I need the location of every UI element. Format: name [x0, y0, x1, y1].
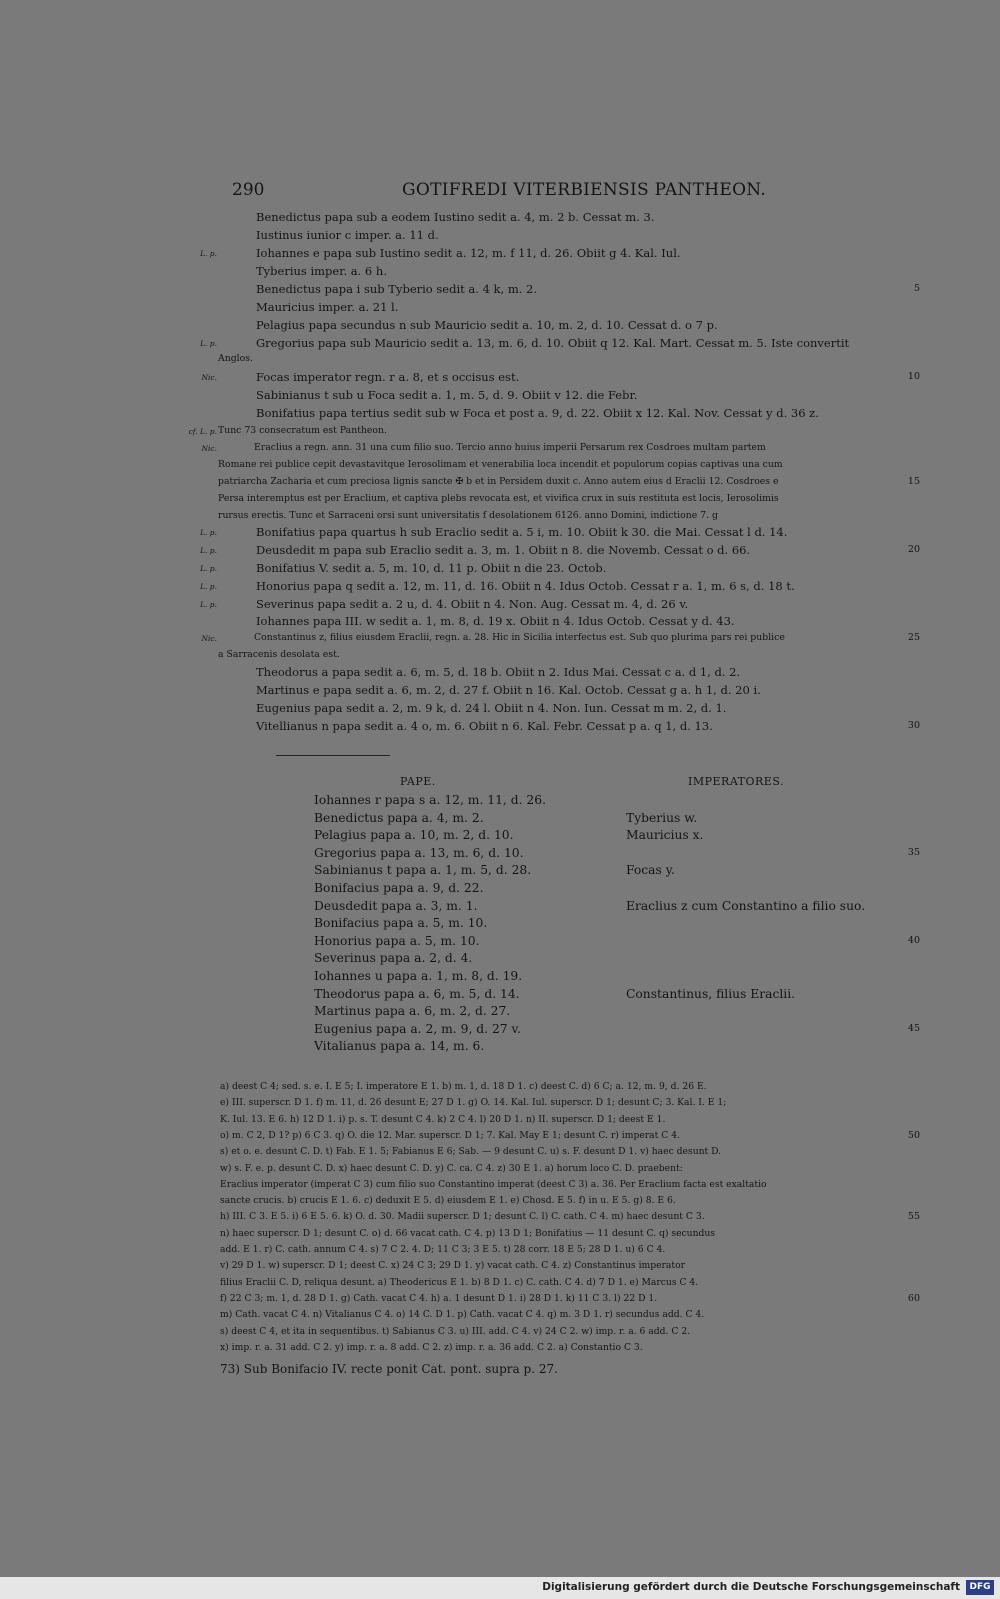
- table-row: [0, 969, 1000, 986]
- line-text: Deusdedit m papa sub Eraclio sedit a. 3, m. 1. Obiit n 8. die Novemb. Cessat o d. 66.: [256, 543, 751, 557]
- line-text: Bonifatius papa tertius sedit sub w Foca et post a. 9, d. 22. Obiit x 12. Kal. Nov. Cessat y d. 36 z.: [256, 406, 819, 420]
- line-number: 35: [907, 846, 920, 858]
- line-text: Honorius papa q sedit a. 12, m. 11, d. 16. Obiit n 4. Idus Octob. Cessat r a. 1, m. 6 s, d. 18 t.: [256, 579, 795, 593]
- line-text: Sabinianus t sub u Foca sedit a. 1, m. 5, d. 9. Obiit v 12. die Febr.: [256, 388, 638, 402]
- footnote-text: v) 29 D 1. w) superscr. D 1; deest C. x) 24 C 3; 29 D 1. y) vacat cath. C 4. z) Constantinus imperator: [220, 1260, 686, 1272]
- line-text: Anglos.: [218, 353, 253, 364]
- footnote-73: 73) Sub Bonifacio IV. recte ponit Cat. pont. supra p. 27.: [220, 1362, 558, 1376]
- text-line: [0, 300, 1000, 318]
- line-text: Focas imperator regn. r a. 8, et s occisus est.: [256, 370, 520, 384]
- footnote-line: [0, 1277, 1000, 1291]
- running-title: GOTIFREDI VITERBIENSIS PANTHEON.: [402, 180, 767, 200]
- line-text: Mauricius imper. a. 21 l.: [256, 300, 399, 314]
- table-row: [0, 828, 1000, 845]
- column-head-pope: PAPE.: [400, 775, 436, 788]
- footnote-line: [0, 1326, 1000, 1340]
- margin-source-note: L. p.: [200, 528, 217, 537]
- margin-source-note: L. p.: [200, 546, 217, 555]
- table-row: [0, 899, 1000, 916]
- footnote-text: add. E 1. r) C. cath. annum C 4. s) 7 C 2. 4. D; 11 C 3; 3 E 5. t) 28 corr. 18 E 5; 28 D 1. u) 6 C 4.: [220, 1244, 666, 1255]
- emperor-entry: Mauricius x.: [626, 828, 704, 843]
- text-line: [0, 492, 1000, 510]
- text-line: [0, 370, 1000, 388]
- pope-entry: Theodorus papa a. 6, m. 5, d. 14.: [314, 986, 520, 1001]
- line-text: Benedictus papa i sub Tyberio sedit a. 4 k, m. 2.: [256, 282, 538, 296]
- footnote-line: [0, 1163, 1000, 1177]
- footnote-line: [0, 1309, 1000, 1323]
- emperor-entry: Eraclius z cum Constantino a filio suo.: [626, 898, 866, 913]
- line-text: Iohannes e papa sub Iustino sedit a. 12, m. f 11, d. 26. Obiit g 4. Kal. Iul.: [256, 246, 681, 260]
- pope-entry: Martinus papa a. 6, m. 2, d. 27.: [314, 1004, 511, 1019]
- text-line: [0, 458, 1000, 476]
- dfg-logo: DFG: [966, 1580, 994, 1595]
- line-text: rursus erectis. Tunc et Sarraceni orsi sunt universitatis f desolationem 6126. anno Domini, indictione 7. g: [218, 510, 718, 521]
- line-text: Theodorus a papa sedit a. 6, m. 5, d. 18 b. Obiit n 2. Idus Mai. Cessat c a. d 1, d. 2.: [256, 665, 741, 679]
- page-header: [0, 180, 1000, 204]
- table-row: [0, 1004, 1000, 1021]
- text-line: [0, 210, 1000, 228]
- text-line: [0, 264, 1000, 282]
- margin-source-note: Nic.: [201, 373, 217, 382]
- footnote-text: Eraclius imperator (imperat C 3) cum filio suo Constantino imperat (deest C 3) a. 36. Per Eraclium facta est exaltatio: [220, 1178, 767, 1190]
- table-row: [0, 881, 1000, 898]
- table-row: [0, 1022, 1000, 1039]
- footnote-text: f) 22 C 3; m. 1, d. 28 D 1. g) Cath. vacat C 4. h) a. 1 desunt D 1. i) 28 D 1. k) 11 C 3. l) 22 D 1.: [220, 1292, 658, 1304]
- line-number: 10: [907, 371, 920, 382]
- line-text: Romane rei publice cepit devastavitque Ierosolimam et venerabilia loca incendit et populorum copias captivas una cum: [218, 459, 783, 470]
- footnote-line: [0, 1146, 1000, 1160]
- line-text: Persa interemptus est per Eraclium, et captiva plebs revocata est, et vivifica crux in suis restituta est locis, Ierosolimis: [218, 493, 779, 504]
- margin-source-note: L. p.: [200, 564, 217, 573]
- digitization-banner: [0, 1577, 1000, 1599]
- text-line: [0, 406, 1000, 424]
- footnote-line: [0, 1097, 1000, 1111]
- text-line: [0, 282, 1000, 300]
- text-line: [0, 648, 1000, 666]
- footnote-line: [0, 1114, 1000, 1128]
- text-line: [0, 665, 1000, 683]
- footnote-line: [0, 1342, 1000, 1356]
- footnote-line: [0, 1244, 1000, 1258]
- footnote-line: [0, 1130, 1000, 1144]
- line-text: Tunc 73 consecratum est Pantheon.: [218, 425, 387, 436]
- margin-source-note: Nic.: [201, 634, 217, 643]
- line-number: 5: [913, 283, 920, 294]
- pope-entry: Eugenius papa a. 2, m. 9, d. 27 v.: [314, 1021, 521, 1036]
- line-number: 30: [907, 720, 920, 731]
- line-text: Pelagius papa secundus n sub Mauricio sedit a. 10, m. 2, d. 10. Cessat d. o 7 p.: [256, 318, 718, 332]
- table-row: [0, 793, 1000, 810]
- line-text: Iustinus iunior c imper. a. 11 d.: [256, 228, 439, 242]
- line-number: 40: [907, 934, 920, 946]
- margin-source-note: L. p.: [200, 339, 217, 348]
- pope-entry: Bonifacius papa a. 5, m. 10.: [314, 916, 488, 931]
- table-row: [0, 846, 1000, 863]
- table-row: [0, 934, 1000, 951]
- funding-note: Digitalisierung gefördert durch die Deutsche Forschungsgemeinschaft: [542, 1581, 960, 1593]
- footnote-line: [0, 1211, 1000, 1225]
- margin-source-note: L. p.: [200, 582, 217, 591]
- emperor-entry: Constantinus, filius Eraclii.: [626, 986, 796, 1001]
- text-line: [0, 701, 1000, 719]
- footnote-line: [0, 1228, 1000, 1242]
- table-row: [0, 863, 1000, 880]
- footnote-line: [0, 1293, 1000, 1307]
- footnote-text: o) m. C 2, D 1? p) 6 C 3. q) O. die 12. Mar. superscr. D 1; 7. Kal. May E 1; desunt C. r) imperat C 4.: [220, 1129, 680, 1141]
- text-line: [0, 631, 1000, 649]
- pope-entry: Benedictus papa a. 4, m. 2.: [314, 810, 484, 825]
- line-text: Iohannes papa III. w sedit a. 1, m. 8, d. 19 x. Obiit n 4. Idus Octob. Cessat y d. 43.: [256, 614, 735, 628]
- text-line: [0, 246, 1000, 264]
- line-text: Gregorius papa sub Mauricio sedit a. 13, m. 6, d. 10. Obiit q 12. Kal. Mart. Cessat m. 5. Iste convertit: [256, 336, 850, 350]
- table-row: [0, 1039, 1000, 1056]
- emperor-entry: Tyberius w.: [626, 810, 698, 825]
- pope-entry: Sabinianus t papa a. 1, m. 5, d. 28.: [314, 863, 532, 878]
- line-text: patriarcha Zacharia et cum preciosa lignis sancte ✠ b et in Persidem duxit c. Anno autem eius d Eraclii 12. Cosdroes e: [218, 476, 779, 487]
- text-line: [0, 543, 1000, 561]
- text-line: [0, 352, 1000, 370]
- text-line: [0, 475, 1000, 493]
- footnote-text: a) deest C 4; sed. s. e. I. E 5; I. imperatore E 1. b) m. 1, d. 18 D 1. c) deest C. d) 6 C; a. 12, m. 9, d. 26 E.: [220, 1081, 707, 1092]
- pope-entry: Bonifacius papa a. 9, d. 22.: [314, 881, 484, 895]
- column-head-emperors: IMPERATORES.: [688, 775, 784, 788]
- text-line: [0, 561, 1000, 579]
- emperor-entry: Focas y.: [626, 863, 675, 878]
- line-text: a Sarracenis desolata est.: [218, 649, 340, 660]
- text-line: [0, 228, 1000, 246]
- footnote-text: s) et o. e. desunt C. D. t) Fab. E 1. 5; Fabianus E 6; Sab. — 9 desunt C. u) s. F. desunt D 1. v) haec desunt D.: [220, 1146, 722, 1158]
- line-text: Eugenius papa sedit a. 2, m. 9 k, d. 24 l. Obiit n 4. Non. Iun. Cessat m m. 2, d. 1.: [256, 701, 727, 715]
- pope-entry: Gregorius papa a. 13, m. 6, d. 10.: [314, 845, 524, 860]
- pope-entry: Iohannes r papa s a. 12, m. 11, d. 26.: [314, 793, 546, 807]
- text-line: [0, 441, 1000, 459]
- line-number: 50: [907, 1129, 920, 1141]
- footnote-text: n) haec superscr. D 1; desunt C. o) d. 66 vacat cath. C 4. p) 13 D 1; Bonifatius — 11 desunt C. q) secundus: [220, 1227, 716, 1239]
- line-number: 45: [907, 1022, 920, 1034]
- line-text: Constantinus z, filius eiusdem Eraclii, regn. a. 28. Hic in Sicilia interfectus est. Sub quo plurima pars rei publice: [254, 632, 785, 643]
- footnote-text: K. Iul. 13. E 6. h) 12 D 1. i) p. s. T. desunt C 4. k) 2 C 4. l) 20 D 1. n) II. superscr. D 1; deest E 1.: [220, 1113, 666, 1125]
- table-row: [0, 951, 1000, 968]
- pope-entry: Pelagius papa a. 10, m. 2, d. 10.: [314, 828, 514, 843]
- line-text: Severinus papa sedit a. 2 u, d. 4. Obiit n 4. Non. Aug. Cessat m. 4, d. 26 v.: [256, 597, 689, 611]
- margin-source-note: L. p.: [200, 600, 217, 609]
- pope-entry: Honorius papa a. 5, m. 10.: [314, 933, 480, 948]
- text-line: [0, 388, 1000, 406]
- page-number: 290: [232, 180, 265, 200]
- line-number: 25: [907, 632, 920, 643]
- footnote-text: sancte crucis. b) crucis E 1. 6. c) deduxit E 5. d) eiusdem E 1. e) Chosd. E 5. f) in u. E 5. g) 8. E 6.: [220, 1195, 676, 1207]
- line-number: 60: [907, 1292, 920, 1304]
- text-line: [0, 614, 1000, 632]
- footnote-line: [0, 1081, 1000, 1095]
- table-row: [0, 987, 1000, 1004]
- section-divider: [276, 755, 390, 756]
- footnote-text: filius Eraclii C. D, reliqua desunt. a) Theodericus E 1. b) 8 D 1. c) C. cath. C 4. d) 7 D 1. e) Marcus C 4.: [220, 1276, 699, 1288]
- margin-source-note: cf. L. p.: [188, 427, 217, 436]
- line-text: Tyberius imper. a. 6 h.: [256, 264, 387, 278]
- pope-entry: Deusdedit papa a. 3, m. 1.: [314, 898, 478, 913]
- text-line: [0, 579, 1000, 597]
- line-number: 20: [907, 544, 920, 555]
- text-line: [0, 683, 1000, 701]
- footnote-text: m) Cath. vacat C 4. n) Vitalianus C 4. o) 14 C. D 1. p) Cath. vacat C 4. q) m. 3 D 1. r) secundus add. C 4.: [220, 1309, 705, 1321]
- text-line: [0, 597, 1000, 615]
- table-row: [0, 811, 1000, 828]
- line-text: Bonifatius V. sedit a. 5, m. 10, d. 11 p. Obiit n die 23. Octob.: [256, 561, 607, 575]
- footnote-text: s) deest C 4, et ita in sequentibus. t) Sabianus C 3. u) III. add. C 4. v) 24 C 2. w) imp. r. a. 6 add. C 2.: [220, 1325, 691, 1337]
- footnote-text: x) imp. r. a. 31 add. C 2. y) imp. r. a. 8 add. C 2. z) imp. r. a. 36 add. C 2. a) Constantio C 3.: [220, 1341, 643, 1353]
- line-text: Vitellianus n papa sedit a. 4 o, m. 6. Obiit n 6. Kal. Febr. Cessat p a. q 1, d. 13.: [256, 719, 713, 733]
- footnote-text: h) III. C 3. E 5. i) 6 E 5. 6. k) O. d. 30. Madii superscr. D 1; desunt C. l) C. cath. C 4. m) haec desunt C 3.: [220, 1211, 705, 1223]
- table-row: [0, 916, 1000, 933]
- margin-source-note: Nic.: [201, 444, 217, 453]
- pope-entry: Vitalianus papa a. 14, m. 6.: [314, 1039, 485, 1054]
- margin-source-note: L. p.: [200, 249, 217, 258]
- text-line: [0, 318, 1000, 336]
- footnote-text: e) III. superscr. D 1. f) m. 11, d. 26 desunt E; 27 D 1. g) O. 14. Kal. Iul. superscr. D 1; desunt C; 3. Kal. I. E 1;: [220, 1097, 727, 1109]
- footnote-line: [0, 1179, 1000, 1193]
- text-line: [0, 424, 1000, 442]
- line-text: Martinus e papa sedit a. 6, m. 2, d. 27 f. Obiit n 16. Kal. Octob. Cessat g a. h 1, d. 20 i.: [256, 683, 761, 697]
- line-text: Eraclius a regn. ann. 31 una cum filio suo. Tercio anno huius imperii Persarum rex Cosdroes multam partem: [254, 442, 766, 453]
- text-line: [0, 719, 1000, 737]
- pope-entry: Severinus papa a. 2, d. 4.: [314, 951, 473, 966]
- footnote-line: [0, 1260, 1000, 1274]
- line-text: Bonifatius papa quartus h sub Eraclio sedit a. 5 i, m. 10. Obiit k 30. die Mai. Cessat l d. 14.: [256, 525, 788, 539]
- line-number: 15: [907, 476, 920, 487]
- line-number: 55: [907, 1211, 920, 1223]
- text-line: [0, 525, 1000, 543]
- footnote-text: w) s. F. e. p. desunt C. D. x) haec desunt C. D. y) C. ca. C 4. z) 30 E 1. a) horum loco C. D. praebent:: [220, 1162, 683, 1174]
- pope-entry: Iohannes u papa a. 1, m. 8, d. 19.: [314, 969, 523, 983]
- footnote-line: [0, 1195, 1000, 1209]
- line-text: Benedictus papa sub a eodem Iustino sedit a. 4, m. 2 b. Cessat m. 3.: [256, 210, 655, 224]
